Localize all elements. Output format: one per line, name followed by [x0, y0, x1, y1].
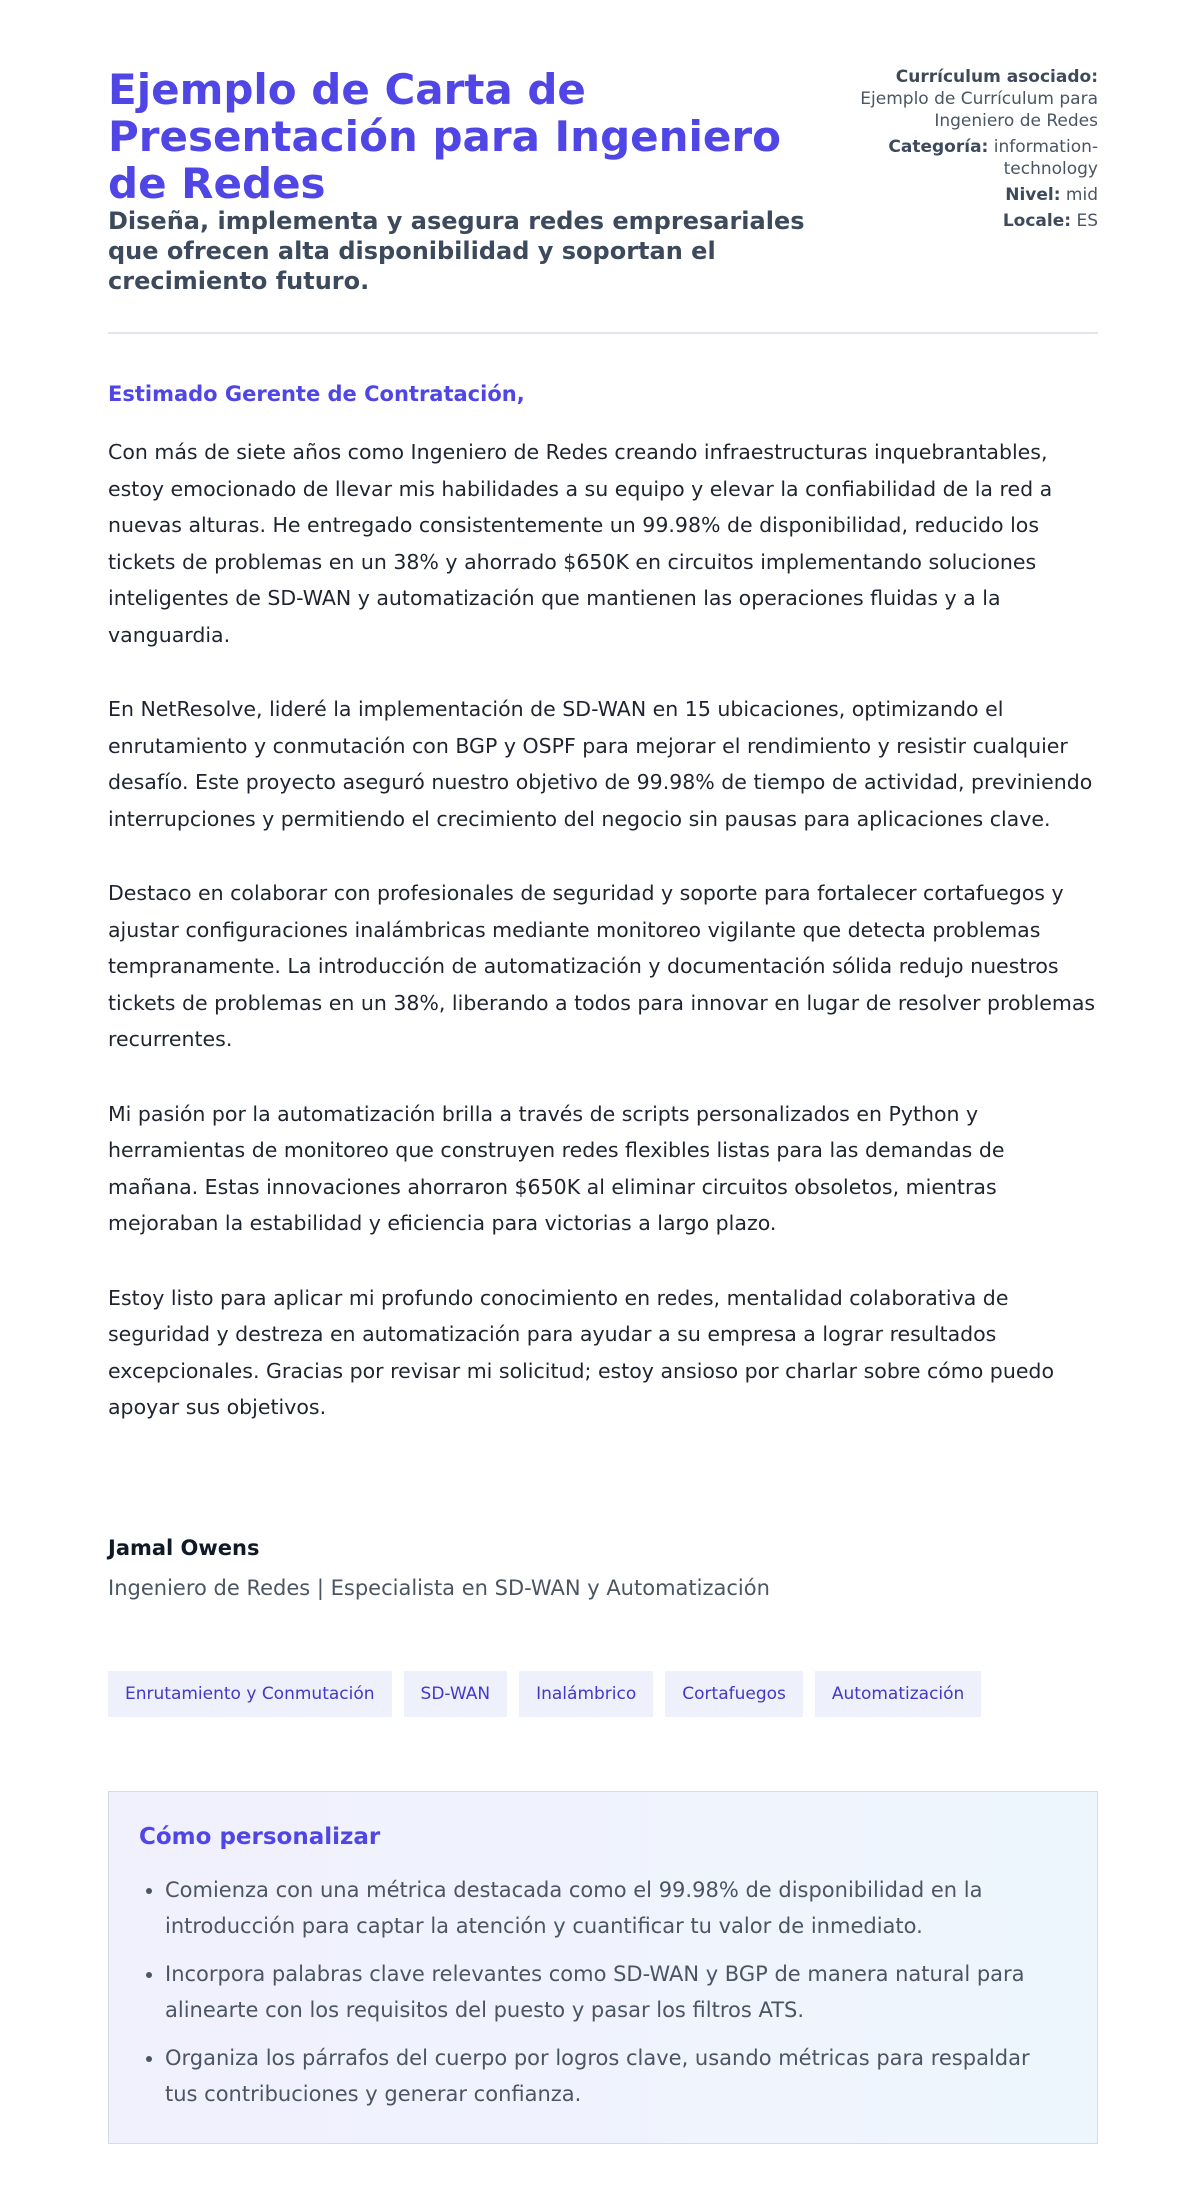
salutation: Estimado Gerente de Contratación, — [108, 382, 525, 406]
tip-item: • Incorpora palabras clave relevantes como SD-WAN y BGP de manera natural para alinearte con los requisitos del puesto y pasar los filtros ATS. — [165, 1956, 1067, 2028]
letter-paragraph: Estoy listo para aplicar mi profundo conocimiento en redes, mentalidad colaborativa de seguridad y destreza en automatización para ayudar a su empresa a lograr resultados excepcionales. Gracias por revisar mi solicitud; estoy ansioso por charlar sobre cómo puedo apoyar sus objetivos. — [108, 1285, 1054, 1419]
meta-resume-link[interactable]: Ejemplo de Currículum para Ingeniero de Redes — [860, 89, 1098, 131]
tip-item: • Comienza con una métrica destacada como el 99.98% de disponibilidad en la introducción para captar la atención y cuantificar tu valor de inmediato. — [165, 1872, 1067, 1944]
page-subtitle: Diseña, implementa y asegura redes empresariales que ofrecen alta disponibilidad y soportan el crecimiento futuro. — [108, 207, 805, 295]
meta-resume-label: Currículum asociado: — [895, 67, 1098, 87]
meta-category-label: Categoría: — [888, 137, 989, 157]
meta-category — [808, 136, 1098, 180]
letter-paragraph: Con más de siete años como Ingeniero de Redes creando infraestructuras inquebrantables, estoy emocionado de llevar mis habilidades a su equipo y elevar la confiabilidad de la red a nuevas alturas. He entregado consistentemente un 99.98% de disponibilidad, reducido los tickets de problemas en un 38% y ahorrado $650K en circuitos implementando soluciones inteligentes de SD-WAN y automatización que mantienen las operaciones fluidas y a la vanguardia. — [108, 440, 1053, 647]
letter-body — [108, 380, 1098, 1464]
meta-level-value: mid — [1065, 185, 1098, 205]
meta-locale-label: Locale: — [1002, 211, 1072, 231]
page-title: Ejemplo de Carta de Presentación para Ingeniero de Redes — [108, 65, 781, 208]
letter-paragraph: Mi pasión por la automatización brilla a través de scripts personalizados en Python y herramientas de monitoreo que construyen redes flexibles listas para las demandas de mañana. Estas innovaciones ahorraron $650K al eliminar circuitos obsoletos, mientras mejoraban la estabilidad y eficiencia para victorias a largo plazo. — [108, 1101, 1005, 1235]
meta-level — [808, 184, 1098, 206]
meta-category-value: information-technology — [993, 137, 1098, 179]
page-header — [108, 66, 1098, 334]
tips-list — [139, 1872, 1067, 2112]
meta-locale-value: ES — [1076, 211, 1098, 231]
skill-tag: Enrutamiento y Conmutación — [108, 1671, 392, 1717]
signature-role: Ingeniero de Redes | Especialista en SD-WAN y Automatización — [108, 1576, 770, 1600]
signature-block — [108, 1533, 1098, 1603]
skill-tag: Cortafuegos — [665, 1671, 803, 1717]
skill-tag: Automatización — [815, 1671, 981, 1717]
tips-title: Cómo personalizar — [139, 1824, 381, 1850]
tip-item: • Organiza los párrafos del cuerpo por logros clave, usando métricas para respaldar tus contribuciones y generar confianza. — [165, 2040, 1067, 2112]
meta-level-label: Nivel: — [1005, 185, 1061, 205]
meta-panel — [808, 66, 1098, 236]
customization-tips — [108, 1791, 1098, 2144]
skill-tag: Inalámbrico — [519, 1671, 653, 1717]
skill-tags — [108, 1671, 981, 1717]
letter-paragraph: Destaco en colaborar con profesionales de seguridad y soporte para fortalecer cortafuegos y ajustar configuraciones inalámbricas mediante monitoreo vigilante que detecta problemas tempranamente. La introducción de automatización y documentación sólida redujo nuestros tickets de problemas en un 38%, liberando a todos para innovar en lugar de resolver problemas recurrentes. — [108, 881, 1096, 1051]
skill-tag: SD-WAN — [404, 1671, 508, 1717]
letter-paragraph: En NetResolve, lideré la implementación de SD-WAN en 15 ubicaciones, optimizando el enrutamiento y conmutación con BGP y OSPF para mejorar el rendimiento y resistir cualquier desafío. Este proyecto aseguró nuestro objetivo de 99.98% de tiempo de actividad, previniendo interrupciones y permitiendo el crecimiento del negocio sin pausas para aplicaciones clave. — [108, 697, 1093, 831]
signature-name: Jamal Owens — [108, 1536, 260, 1560]
meta-locale — [808, 210, 1098, 232]
meta-resume — [808, 66, 1098, 132]
